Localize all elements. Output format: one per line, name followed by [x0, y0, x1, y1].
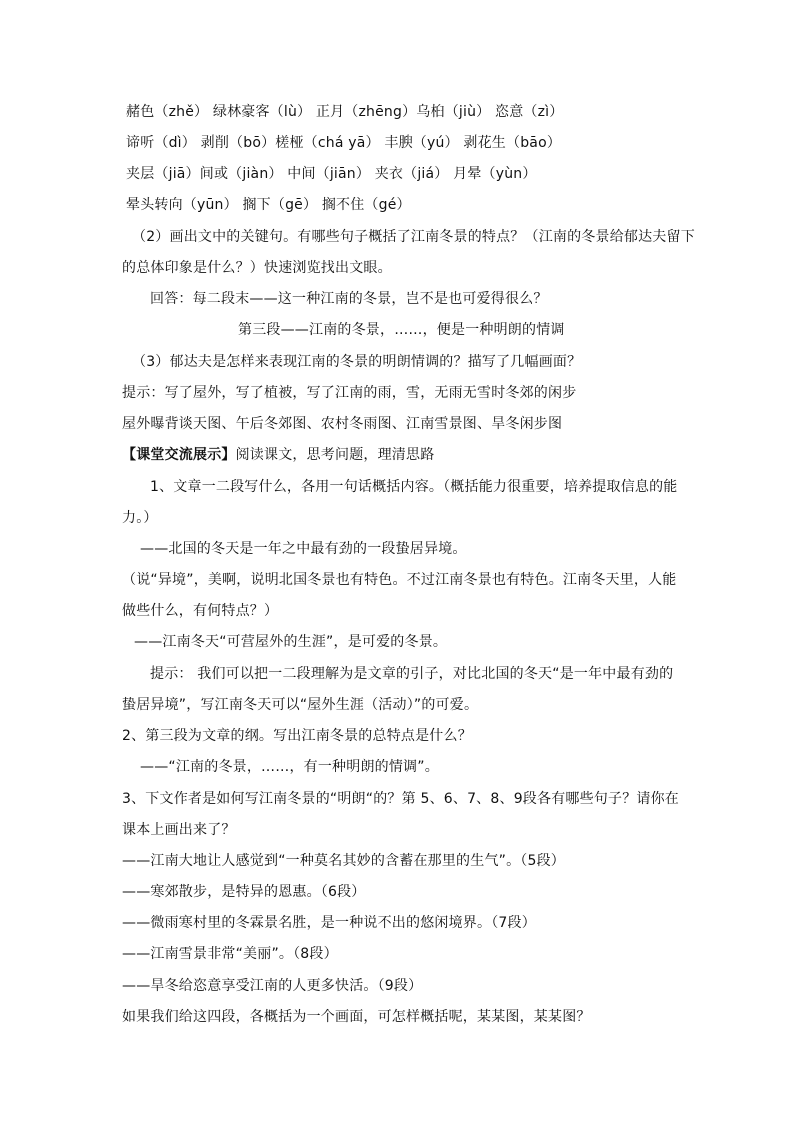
- answer-line-1: 回答：每二段末——这一种江南的冬景，岂不是也可爱得很么？: [150, 291, 548, 307]
- item-3-line-1: 3、下文作者是如何写江南冬景的“明朗“的？第 5、6、7、8、9段各有哪些句子？请你在: [122, 791, 679, 807]
- hint-line-2: 屋外曝背谈天图、午后冬郊图、农村冬雨图、江南雪景图、旱冬闲步图: [122, 416, 563, 432]
- note-line-1: （说“异境”，美啊，说明北国冬景也有特色。不过江南冬景也有特色。江南冬天里，人能: [122, 572, 677, 588]
- vocab-line-1: 赭色（zhě） 绿林豪客（lù） 正月（zhēng）乌桕（jiù） 恣意（zì）: [126, 104, 564, 120]
- tip-line-1: 提示： 我们可以把一二段理解为是文章的引子，对比北国的冬天“是一年中最有劲的: [150, 666, 674, 682]
- item-1-line-1: 1、文章一二段写什么，各用一句话概括内容。（概括能力很重要，培养提取信息的能: [150, 479, 678, 495]
- section-instruction: 阅读课文，思考问题，理清思路: [235, 447, 435, 463]
- item-1-answer: ——北国的冬天是一年之中最有劲的一段蛰居异境。: [140, 541, 467, 557]
- item-1-answer-2: ——江南冬天“可营屋外的生涯”，是可爱的冬景。: [134, 634, 448, 650]
- tip-line-2: 蛰居异境”，写江南冬天可以“屋外生涯（活动）”的可爱。: [122, 697, 479, 713]
- answer-line-2: 第三段——江南的冬景，……，便是一种明朗的情调: [238, 322, 565, 338]
- item-3-line-2: 课本上画出来了？: [122, 822, 236, 838]
- item-3-answer-7: ——微雨寒村里的冬霖景名胜，是一种说不出的悠闲境界。（7段）: [122, 915, 536, 931]
- item-3-answer-5: ——江南大地让人感觉到“一种莫名其妙的含蓄在那里的生气”。（5段）: [122, 853, 566, 869]
- note-line-2: 做些什么，有何特点？）: [122, 603, 279, 619]
- item-1-line-2: 力。）: [122, 510, 158, 526]
- item-2-answer: ——“江南的冬景，……，有一种明朗的情调”。: [140, 759, 439, 775]
- question-3-line: （3）郁达夫是怎样来表现江南的冬景的明朗情调的？描写了几幅画面？: [132, 354, 582, 370]
- section-heading-line: [122, 445, 434, 465]
- item-3-answer-9: ——旱冬给恣意享受江南的人更多快活。（9段）: [122, 978, 423, 994]
- closing-question: 如果我们给这四段，各概括为一个画面，可怎样概括呢，某某图，某某图？: [122, 1009, 591, 1025]
- question-2-line-1: （2）画出文中的关键句。有哪些句子概括了江南冬景的特点？（江南的冬景给郁达夫留下: [132, 229, 695, 245]
- hint-line-1: 提示：写了屋外，写了植被，写了江南的雨，雪，无雨无雪时冬郊的闲步: [122, 385, 577, 401]
- section-heading: 【课堂交流展示】: [122, 447, 236, 463]
- vocab-line-3: 夹层（jiā）间或（jiàn） 中间（jiān） 夹衣（jiá） 月晕（yùn）: [126, 166, 537, 182]
- vocab-line-4: 晕头转向（yūn） 搁下（gē） 搁不住（gé）: [126, 197, 411, 213]
- item-2-question: 2、第三段为文章的纲。写出江南冬景的总特点是什么？: [122, 728, 472, 744]
- question-2-line-2: 的总体印象是什么？）快速浏览找出文眼。: [122, 260, 392, 276]
- item-3-answer-6: ——寒郊散步，是特异的恩惠。（6段）: [122, 884, 366, 900]
- vocab-line-2: 谛听（dì） 剥削（bō）槎桠（chá yā） 丰腴（yú） 剥花生（bāo）: [126, 135, 562, 151]
- item-3-answer-8: ——江南雪景非常“美丽”。（8段）: [122, 946, 338, 962]
